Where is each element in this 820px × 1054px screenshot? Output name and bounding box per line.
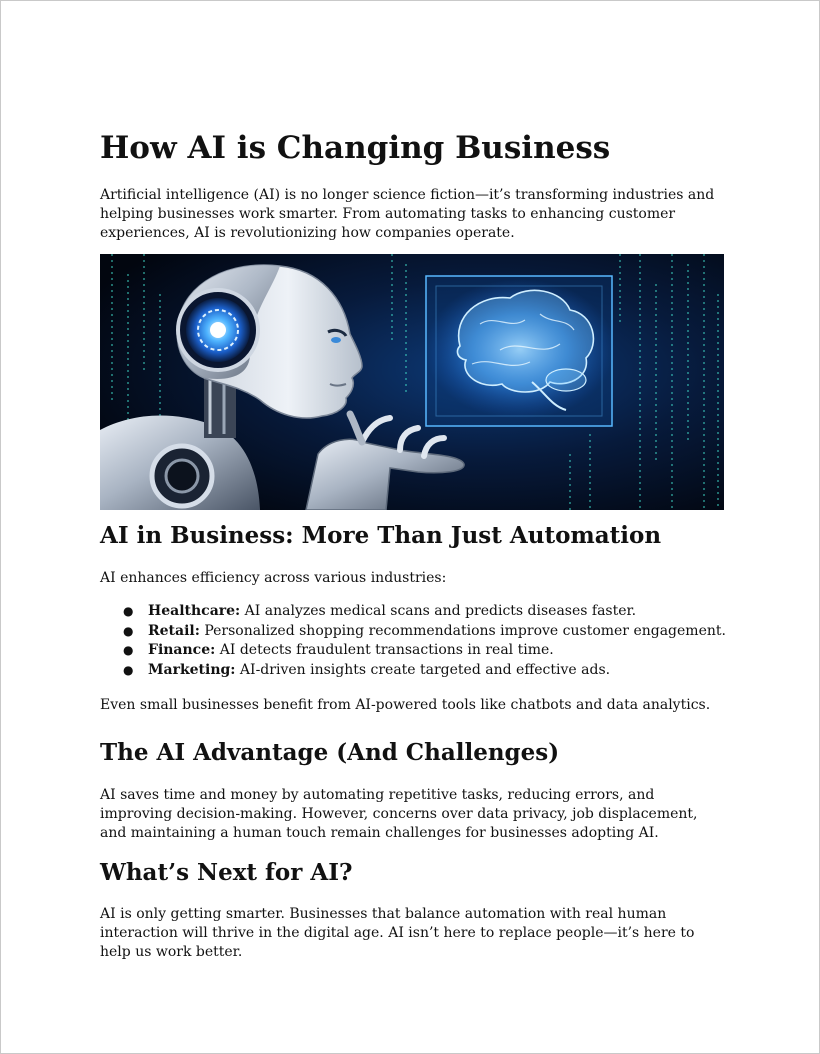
list-item-retail xyxy=(100,622,726,642)
industry-list xyxy=(100,602,726,680)
bullet-icon: ● xyxy=(123,604,134,618)
list-item-term: Marketing: xyxy=(148,661,236,678)
section1-closing: Even small businesses benefit from AI-powered tools like chatbots and data analytics. xyxy=(100,697,711,713)
hero-image xyxy=(100,254,724,510)
list-item-text: Personalized shopping recommendations improve customer engagement. xyxy=(199,622,726,639)
section-heading-ai-advantage: The AI Advantage (And Challenges) xyxy=(100,739,560,766)
list-item-text: AI-driven insights create targeted and effective ads. xyxy=(235,661,611,678)
list-item-text: AI detects fraudulent transactions in real time. xyxy=(215,642,554,658)
list-item-text: AI analyzes medical scans and predicts diseases faster. xyxy=(240,603,637,619)
bullet-icon: ● xyxy=(123,643,134,657)
list-item-finance xyxy=(100,641,726,661)
list-item-term: Finance: xyxy=(148,642,216,658)
list-item-healthcare xyxy=(100,602,726,622)
list-item-term: Healthcare: xyxy=(148,603,241,619)
bullet-icon: ● xyxy=(123,662,134,677)
list-item-marketing xyxy=(100,661,726,681)
intro-paragraph: Artificial intelligence (AI) is no longer science fiction—it’s transforming industries and helping businesses work smarter. From automating tasks to enhancing customer experiences, AI is revolutionizing how companies operate. xyxy=(100,187,715,241)
page-title: How AI is Changing Business xyxy=(100,130,611,166)
list-item-term: Retail: xyxy=(148,622,200,639)
section2-body: AI saves time and money by automating repetitive tasks, reducing errors, and improving decision-making. However, concerns over data privacy, job displacement, and maintaining a human touch remain challenges for businesses adopting AI. xyxy=(100,787,698,841)
section1-lead: AI enhances efficiency across various industries: xyxy=(100,570,447,586)
section-heading-whats-next: What’s Next for AI? xyxy=(100,859,353,886)
section-heading-ai-in-business: AI in Business: More Than Just Automation xyxy=(100,522,662,549)
hero-robot-brain-illustration xyxy=(100,254,724,510)
section3-body: AI is only getting smarter. Businesses that balance automation with real human interaction will thrive in the digital age. AI isn’t here to replace people—it’s here to help us work better. xyxy=(100,906,695,960)
bullet-icon: ● xyxy=(123,623,134,638)
hologram-panel xyxy=(425,276,615,426)
